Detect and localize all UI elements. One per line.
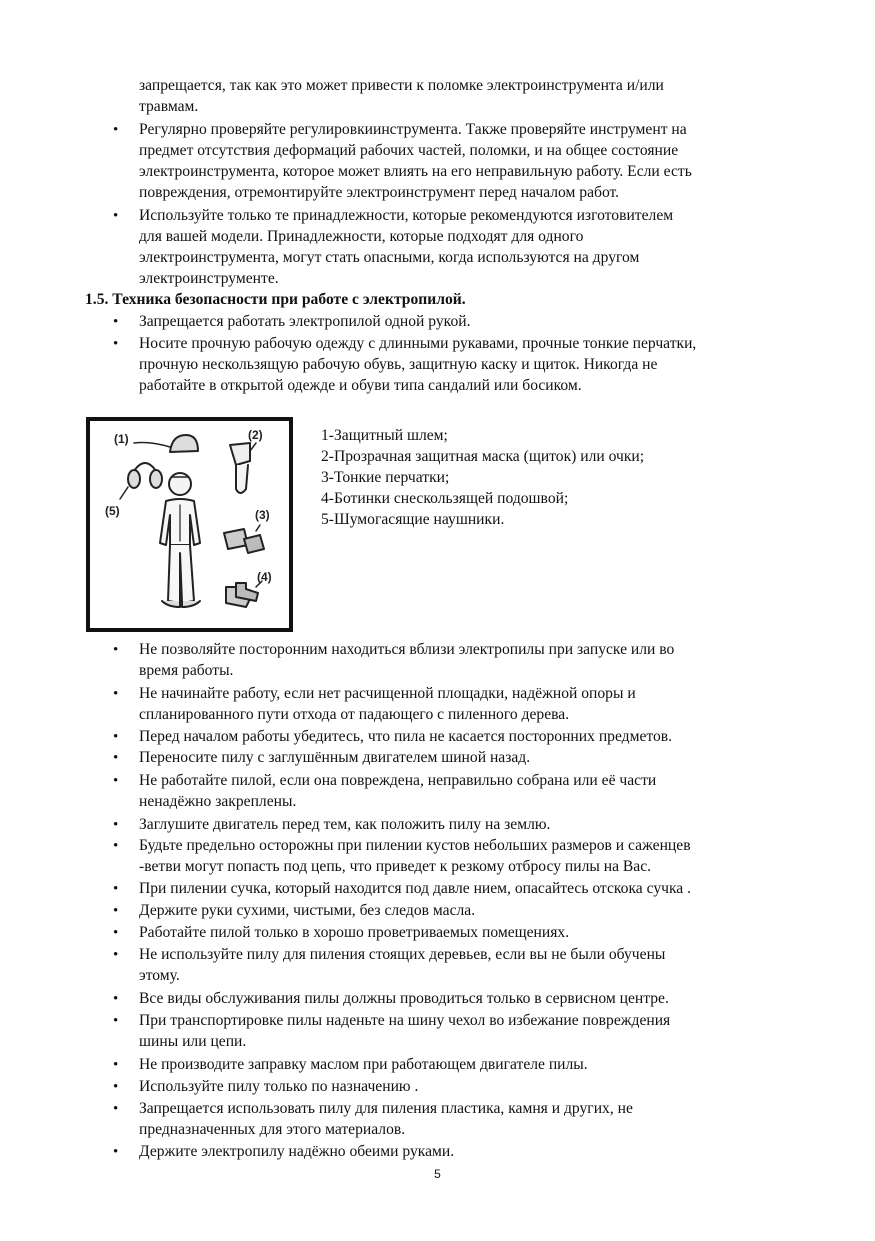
bullet-marker: • [113,729,119,745]
text-line: -ветви могут попасть под цепь, что приведет к резкому отбросу пилы на Вас. [139,858,652,875]
figure-caption: 5-Шумогасящие наушники. [321,511,505,528]
text-line: Держите электропилу надёжно обеими руками. [139,1143,455,1160]
text-line: прочную нескользящую рабочую обувь, защитную каску и щиток. Никогда не [139,356,658,373]
figure-label-5: (5) [105,504,120,518]
bullet-marker: • [113,1013,119,1029]
bullet-marker: • [113,991,119,1007]
text-line: работайте в открытой одежде и обуви типа сандалий или босиком. [139,377,582,394]
text-line: Запрещается работать электропилой одной рукой. [139,313,471,330]
text-line: время работы. [139,662,234,679]
text-line: ненадёжно закреплены. [139,793,297,810]
boots-icon [226,583,258,607]
face-shield-icon [230,443,250,465]
text-line: этому. [139,967,180,984]
text-line: Не работайте пилой, если она повреждена, неправильно собрана или её части [139,772,657,789]
bullet-marker: • [113,1057,119,1073]
text-line: травмам. [139,98,199,115]
text-line: Используйте пилу только по назначению . [139,1078,419,1095]
text-line: При транспортировке пилы наденьте на шину чехол во избежание повреждения [139,1012,671,1029]
text-line: Не используйте пилу для пиления стоящих деревьев, если вы не были обучены [139,946,666,963]
text-line: спланированного пути отхода от падающего с пиленного дерева. [139,706,570,723]
bullet-marker: • [113,1144,119,1160]
text-line: для вашей модели. Принадлежности, которые подходят для одного [139,228,584,245]
bullet-marker: • [113,947,119,963]
text-line: Регулярно проверяйте регулировкиинструмента. Также проверяйте инструмент на [139,121,687,138]
bullet-marker: • [113,642,119,658]
bullet-marker: • [113,750,119,766]
text-line: При пилении сучка, который находится под давле нием, опасайтесь отскока сучка . [139,880,692,897]
ear-muffs-icon [128,463,162,488]
text-line: Не производите заправку маслом при работающем двигателе пилы. [139,1056,588,1073]
figure-label-1: (1) [114,432,129,446]
text-line: предмет отсутствия деформаций рабочих частей, поломки, и на общее состояние [139,142,679,159]
protective-equipment-figure [86,417,293,632]
figure-label-2: (2) [248,428,263,442]
figure-caption: 2-Прозрачная защитная маска (щиток) или очки; [321,448,645,465]
figure-caption: 4-Ботинки снескользящей подошвой; [321,490,569,507]
text-line: повреждения, отремонтируйте электроинструмент перед началом работ. [139,184,620,201]
text-line: Работайте пилой только в хорошо проветриваемых помещениях. [139,924,570,941]
text-line: Перед началом работы убедитесь, что пила не касается посторонних предметов. [139,728,673,745]
figure-caption: 3-Тонкие перчатки; [321,469,450,486]
text-line: Не начинайте работу, если нет расчищенной площадки, надёжной опоры и [139,685,636,702]
text-line: Носите прочную рабочую одежду с длинными рукавами, прочные тонкие перчатки, [139,335,697,352]
bullet-marker: • [113,817,119,833]
bullet-marker: • [113,336,119,352]
text-line: запрещается, так как это может привести к поломке электроинструмента и/или [139,77,664,94]
figure-label-3: (3) [255,508,270,522]
section-heading: 1.5. Техника безопасности при работе с электропилой. [85,291,466,308]
text-line: Переносите пилу с заглушённым двигателем шиной назад. [139,749,531,766]
bullet-marker: • [113,773,119,789]
bullet-marker: • [113,925,119,941]
text-line: Используйте только те принадлежности, которые рекомендуются изготовителем [139,207,674,224]
text-line: электроинструмента, могут стать опасными, когда используются на другом [139,249,640,266]
text-line: Держите руки сухими, чистыми, без следов масла. [139,902,476,919]
bullet-marker: • [113,903,119,919]
bullet-marker: • [113,1101,119,1117]
bullet-marker: • [113,881,119,897]
text-line: Не позволяйте посторонним находиться вблизи электропилы при запуске или во [139,641,675,658]
bullet-marker: • [113,686,119,702]
figure-label-4: (4) [257,570,272,584]
bullet-marker: • [113,838,119,854]
protective-equipment-illustration [90,421,289,628]
worker-figure-icon [160,473,200,607]
text-line: электроинструменте. [139,270,279,287]
text-line: Все виды обслуживания пилы должны проводиться только в сервисном центре. [139,990,669,1007]
text-line: шины или цепи. [139,1033,247,1050]
text-line: предназначенных для этого материалов. [139,1121,406,1138]
bullet-marker: • [113,122,119,138]
bullet-marker: • [113,1079,119,1095]
helmet-icon [170,435,198,452]
text-line: Запрещается использовать пилу для пиления пластика, камня и других, не [139,1100,633,1117]
text-line: Будьте предельно осторожны при пилении кустов небольших размеров и саженцев [139,837,691,854]
text-line: электроинструмента, которое может влиять на его неправильную работу. Если есть [139,163,692,180]
figure-caption: 1-Защитный шлем; [321,427,448,444]
bullet-marker: • [113,208,119,224]
text-line: Заглушите двигатель перед тем, как положить пилу на землю. [139,816,551,833]
bullet-marker: • [113,314,119,330]
gloves-icon [224,529,264,553]
page-number: 5 [434,1167,441,1181]
